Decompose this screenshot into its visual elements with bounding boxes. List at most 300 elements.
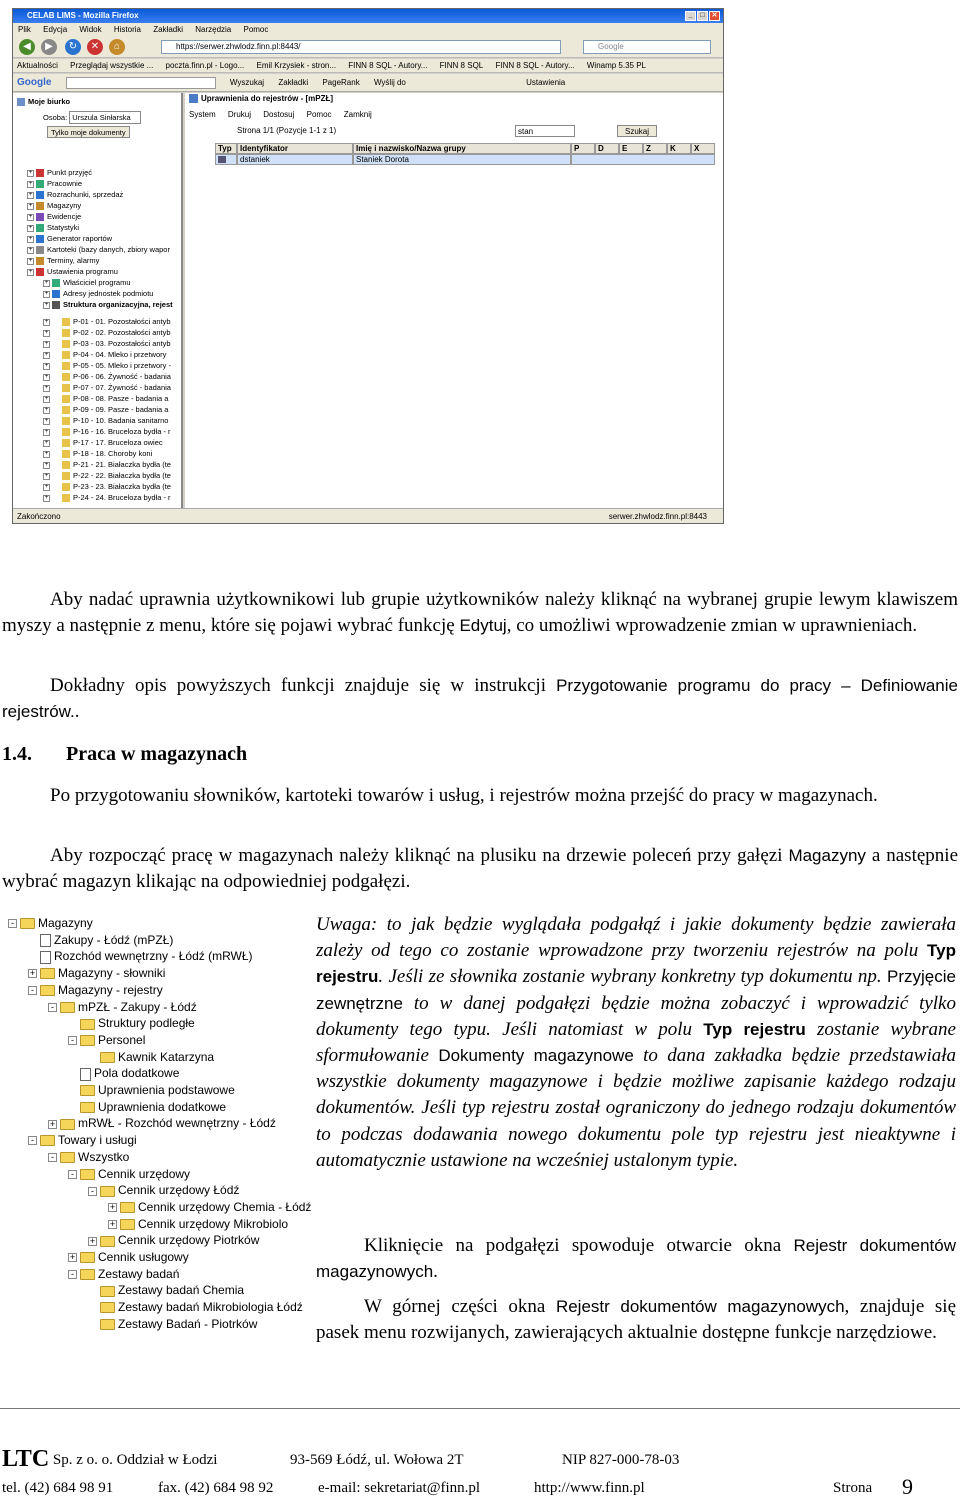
folder-icon — [62, 428, 70, 436]
footer-rule — [0, 1408, 960, 1409]
left-tree-subitem[interactable] — [43, 492, 171, 503]
tree-node-label: Magazyny — [38, 916, 93, 930]
bookmark-item[interactable]: poczta.finn.pl - Logo... — [165, 61, 245, 70]
expand-icon[interactable]: + — [44, 395, 49, 402]
tree-node-label: mRWŁ - Rozchód wewnętrzny - Łódź — [78, 1116, 276, 1131]
left-tree-subitem[interactable] — [43, 470, 171, 481]
left-tree-subitem[interactable] — [43, 481, 171, 492]
col-k[interactable]: K — [667, 143, 691, 154]
expand-icon[interactable]: + — [44, 362, 49, 369]
row-identyfikator[interactable]: dstaniek — [237, 154, 353, 165]
folder-icon — [80, 1102, 95, 1113]
google-search-field[interactable] — [66, 77, 216, 89]
left-tree-item[interactable] — [27, 189, 123, 200]
tree-item-icon — [36, 268, 44, 276]
expand-icon[interactable]: + — [44, 483, 49, 490]
paragraph-1 — [2, 587, 958, 639]
osoba-row — [43, 111, 141, 122]
forward-icon[interactable]: ▶ — [41, 39, 57, 55]
tree-node-label: Cennik urzędowy Chemia - Łódź — [138, 1199, 312, 1214]
note-text: to dana zakładka będzie przedstawiała wszystkie dokumenty magazynowe i będzie możliwe zapisanie każdego rodzaju dokumentów. Jeśli typ rejestru został ograniczony do jednego rodzaju dokumentów to podczas dodawania nowego dokumentu pole typ rejestru jest nieaktywne i automatycznie ustawione na wcześniej ustalonym typie. — [316, 1045, 957, 1171]
menu-pomoc-app[interactable]: Pomoc — [306, 110, 332, 119]
right-search-input[interactable]: stan — [515, 125, 575, 137]
left-tree-subitem-label: P-05 - 05. Mleko i przetwory - — [73, 361, 171, 370]
left-tree-item[interactable] — [27, 233, 112, 244]
note-text: to w danej podgałęzi będzie można zobaczyć i wprowadzić tylko dokumenty tego typu. Jeśli natomiast w polu — [316, 992, 956, 1040]
row-typ-cell[interactable] — [215, 154, 237, 165]
stop-icon[interactable]: ✕ — [87, 39, 103, 55]
window-title: CELAB LIMS - Mozilla Firefox — [27, 11, 139, 20]
document-icon — [80, 1068, 91, 1081]
section-title: Praca w magazynach — [66, 743, 248, 765]
menu-drukuj[interactable]: Drukuj — [227, 110, 252, 119]
menu-narzedzia[interactable]: Narzędzia — [195, 25, 232, 34]
tree-node[interactable] — [28, 948, 253, 964]
folder-icon — [60, 1002, 75, 1013]
col-z[interactable]: Z — [643, 143, 667, 154]
left-tree-subitem[interactable] — [43, 382, 171, 393]
right-window-title — [189, 93, 333, 105]
folder-icon — [100, 1302, 115, 1313]
left-tree-subitem-label: P-22 - 22. Białaczka bydła (te — [73, 471, 171, 480]
moje-biurko[interactable] — [17, 96, 70, 107]
col-e[interactable]: E — [619, 143, 643, 154]
tree-node[interactable] — [68, 1249, 189, 1265]
collapse-icon[interactable]: - — [68, 1036, 77, 1045]
tree-node-label: Rozchód wewnętrzny - Łódź (mRWŁ) — [54, 949, 253, 964]
pager-text: Strona 1/1 (Pozycje 1-1 z 1) — [237, 126, 337, 135]
p6-text-a: W górnej części okna — [364, 1296, 556, 1317]
folder-icon — [40, 968, 55, 979]
menu-system[interactable]: System — [189, 110, 216, 119]
col-p[interactable]: P — [571, 143, 595, 154]
folder-icon — [60, 1119, 75, 1130]
left-tree-item[interactable] — [27, 244, 170, 255]
tree-node[interactable] — [68, 1082, 235, 1098]
collapse-icon[interactable]: - — [28, 1136, 37, 1145]
collapse-icon[interactable]: - — [88, 1187, 97, 1196]
tree-node[interactable] — [28, 932, 173, 948]
expand-icon[interactable]: + — [109, 1218, 116, 1229]
tree-item-icon — [36, 169, 44, 177]
left-tree-subitem-label: P-23 - 23. Białaczka bydła (te — [73, 482, 171, 491]
tree-item-icon — [36, 235, 44, 243]
footer-strona-label: Strona — [833, 1480, 873, 1496]
note-term: Dokumenty magazynowe — [438, 1046, 634, 1066]
footer-company — [2, 1446, 217, 1473]
tree-node[interactable] — [48, 1149, 129, 1165]
tree-node-label: Zestawy badań Chemia — [118, 1283, 245, 1298]
tree-node-label: Cennik urzędowy Mikrobiolo — [138, 1216, 289, 1231]
expand-icon[interactable]: + — [89, 1235, 96, 1246]
note-paragraph — [316, 912, 956, 1174]
tree-node-label: mPZŁ - Zakupy - Łódź — [78, 999, 197, 1014]
left-tree-subitem-label: P-03 - 03. Pozostałości antyb — [73, 339, 171, 348]
expand-icon[interactable]: + — [28, 268, 33, 275]
left-tree-item-label: Struktura organizacyjna, rejest — [63, 300, 173, 309]
tree-node-label: Zestawy badań Mikrobiologia Łódź — [118, 1300, 303, 1315]
left-tree-item[interactable] — [27, 200, 81, 211]
bookmark-item[interactable]: Emil Krzysiek - stron... — [256, 61, 337, 70]
tree-item-icon — [36, 191, 44, 199]
left-tree-subitem-label: P-16 - 16. Bruceloza bydła - r — [73, 427, 171, 436]
collapse-icon[interactable]: - — [48, 1153, 57, 1162]
left-tree-item[interactable] — [43, 299, 173, 310]
left-tree-subitem-label: P-08 - 08. Pasze - badania a — [73, 394, 169, 403]
folder-icon — [62, 439, 70, 447]
left-tree-item[interactable] — [27, 222, 79, 233]
google-pagerank-button[interactable]: PageRank — [322, 78, 360, 87]
note-term: Typ rejestru — [703, 1019, 806, 1039]
expand-icon[interactable]: + — [28, 213, 33, 220]
tree-node-label: Towary i usługi — [58, 1133, 137, 1148]
p5-text-a: Kliknięcie na podgałęzi spowoduje otwarcie okna — [364, 1235, 794, 1256]
left-tree-subitem-label: P-01 - 01. Pozostałości antyb — [73, 317, 171, 326]
tree-node[interactable] — [88, 1316, 257, 1332]
folder-icon — [62, 340, 70, 348]
expand-icon[interactable]: + — [44, 450, 49, 457]
company-logo-text: LTC — [2, 1446, 50, 1472]
expand-icon[interactable]: + — [44, 318, 49, 325]
expand-icon[interactable]: + — [44, 494, 49, 501]
footer-tel: tel. (42) 684 98 91 — [2, 1480, 114, 1496]
tree-node[interactable] — [88, 1232, 259, 1248]
left-tree-item-label: Magazyny — [47, 201, 82, 210]
tree-node-label: Kawnik Katarzyna — [118, 1049, 215, 1064]
left-tree-subitem[interactable] — [43, 316, 171, 327]
footer-email[interactable]: e-mail: sekretariat@finn.pl — [318, 1480, 481, 1496]
paragraph-6 — [316, 1294, 956, 1346]
expand-icon[interactable]: + — [44, 279, 49, 286]
bookmark-item[interactable]: Aktualności — [17, 61, 58, 70]
expand-icon[interactable]: + — [28, 191, 33, 198]
expand-icon[interactable]: + — [44, 290, 49, 297]
tree-node-label: Magazyny - słowniki — [58, 966, 166, 981]
folder-icon — [100, 1286, 115, 1297]
left-tree-subitem[interactable] — [43, 437, 163, 448]
expand-icon[interactable]: + — [49, 1118, 56, 1129]
google-bookmarks-button[interactable]: Zakładki — [278, 78, 309, 87]
expand-icon[interactable]: + — [28, 180, 33, 187]
bookmark-item[interactable]: Winamp 5.35 PL — [586, 61, 646, 70]
expand-icon[interactable]: + — [109, 1202, 116, 1213]
browser-screenshot — [12, 8, 724, 524]
folder-icon — [62, 384, 70, 392]
left-tree-subitem[interactable] — [43, 393, 168, 404]
p5-text-c: . — [433, 1261, 438, 1282]
left-tree-item-label: Generator raportów — [47, 234, 113, 243]
left-tree-subitem[interactable] — [43, 448, 152, 459]
page-number: 9 — [902, 1474, 913, 1499]
footer-nip: NIP 827-000-78-03 — [562, 1452, 680, 1468]
right-search-button[interactable]: Szukaj — [617, 125, 657, 137]
expand-icon[interactable]: + — [69, 1252, 76, 1263]
folder-icon — [20, 918, 35, 929]
tree-node[interactable] — [8, 915, 93, 931]
left-tree-subitem[interactable] — [43, 338, 171, 349]
expand-icon[interactable]: + — [28, 246, 33, 253]
google-logo: Google — [17, 77, 52, 88]
browser-statusbar — [13, 508, 723, 523]
left-tree-subitem[interactable] — [43, 426, 171, 437]
google-toolbar — [13, 74, 723, 92]
google-send-button[interactable]: Wyślij do — [373, 78, 406, 87]
folder-icon — [40, 985, 55, 996]
section-heading — [2, 743, 247, 766]
left-tree-subitem[interactable] — [43, 327, 171, 338]
menu-historia[interactable]: Historia — [113, 25, 141, 34]
tree-node[interactable] — [28, 982, 163, 998]
tree-node[interactable] — [108, 1216, 288, 1232]
folder-icon — [62, 318, 70, 326]
left-tree-item[interactable] — [43, 288, 153, 299]
folder-icon — [100, 1052, 115, 1063]
folder-icon — [80, 1269, 95, 1280]
expand-icon[interactable]: + — [44, 373, 49, 380]
left-tree-subitem[interactable] — [43, 459, 171, 470]
p2-text-c: . — [74, 701, 80, 722]
folder-icon — [62, 362, 70, 370]
folder-icon — [62, 472, 70, 480]
tree-item-icon — [36, 257, 44, 265]
moje-biurko-label: Moje biurko — [28, 97, 71, 106]
p3-text: Po przygotowaniu słowników, kartoteki towarów i usług, i rejestrów można przejść do pracy w magazynach. — [50, 785, 878, 806]
left-tree-item[interactable] — [27, 211, 81, 222]
tree-node[interactable] — [68, 1166, 190, 1182]
expand-icon[interactable]: + — [44, 329, 49, 336]
note-text: . Jeśli ze słownika zostanie wybrany konkretny typ dokumentu np. — [378, 966, 888, 988]
row-nazwa[interactable]: Staniek Dorota — [353, 154, 571, 165]
close-icon[interactable]: ✕ — [709, 11, 720, 21]
section-number: 1.4. — [2, 743, 32, 765]
p2-instruction-title: Przygotowanie programu do pracy – Definiowanie rejestrów. — [2, 676, 958, 721]
left-tree-item-label: Rozrachunki, sprzedaż — [47, 190, 124, 199]
folder-icon — [100, 1236, 115, 1247]
tree-node[interactable] — [68, 1065, 179, 1081]
note-term: Przyjęcie zewnętrzne — [316, 967, 956, 1013]
left-tree-item[interactable] — [27, 167, 92, 178]
collapse-icon[interactable]: - — [48, 1003, 57, 1012]
bookmark-item[interactable]: FINN 8 SQL - Autory... — [495, 61, 575, 70]
menu-edycja[interactable]: Edycja — [43, 25, 68, 34]
collapse-icon[interactable]: - — [68, 1270, 77, 1279]
row-permissions[interactable] — [571, 154, 715, 165]
tree-node-label: Personel — [98, 1032, 146, 1047]
left-tree-item[interactable] — [27, 266, 118, 277]
tree-node[interactable] — [88, 1282, 244, 1298]
expand-icon[interactable]: + — [44, 340, 49, 347]
home-icon[interactable]: ⌂ — [109, 39, 125, 55]
folder-icon — [80, 1085, 95, 1096]
tree-node[interactable] — [48, 999, 197, 1015]
col-x[interactable]: X — [691, 143, 715, 154]
reload-icon[interactable]: ↻ — [65, 39, 81, 55]
p1-text-a: Aby nadać uprawnia użytkownikowi lub grupie użytkowników należy kliknąć na wybranej grupie lewym klawiszem myszy a następnie z menu, które się pojawi wybrać funkcję — [2, 589, 958, 636]
left-tree-item-label: Adresy jednostek podmiotu — [63, 289, 154, 298]
tree-node[interactable] — [68, 1266, 179, 1282]
left-tree-subitem-label: P-07 - 07. Żywność - badania — [73, 383, 171, 392]
tree-node[interactable] — [48, 1115, 276, 1131]
expand-icon[interactable]: + — [44, 472, 49, 479]
window-icon — [189, 94, 198, 103]
left-tree-subitem[interactable] — [43, 404, 168, 415]
left-tree-item-label: Ustawienia programu — [47, 267, 118, 276]
folder-icon — [62, 494, 70, 502]
tree-node[interactable] — [88, 1299, 303, 1315]
expand-icon[interactable]: + — [44, 461, 49, 468]
user-icon — [218, 156, 226, 163]
expand-icon[interactable]: + — [44, 384, 49, 391]
left-tree-subitem[interactable] — [43, 349, 166, 360]
google-search-button[interactable]: Wyszukaj — [229, 78, 265, 87]
left-tree-item[interactable] — [27, 178, 82, 189]
expand-icon[interactable]: + — [44, 406, 49, 413]
tree-node-label: Cennik urzędowy — [98, 1166, 191, 1181]
left-tree-subitem-label: P-09 - 09. Pasze - badania a — [73, 405, 169, 414]
google-settings-button[interactable]: Ustawienia — [526, 78, 566, 87]
bookmark-item[interactable]: FINN 8 SQL — [439, 61, 484, 70]
status-left: Zakończono — [17, 512, 61, 521]
right-window-title-text: Uprawnienia do rejestrów - [mPZŁ] — [201, 94, 334, 103]
osoba-select[interactable]: Urszula Sinłarska — [69, 111, 141, 124]
left-tree-item[interactable] — [43, 277, 131, 288]
app-left-pane — [13, 93, 183, 508]
tree-item-icon — [52, 279, 60, 287]
search-input[interactable]: Google — [583, 40, 711, 54]
tree-node-label: Pola dodatkowe — [94, 1066, 180, 1081]
p4-text-a: Aby rozpocząć pracę w magazynach należy kliknąć na plusiku na drzewie poleceń przy gałęzi — [50, 845, 789, 866]
menu-pomoc[interactable]: Pomoc — [243, 25, 269, 34]
menu-dostosuj[interactable]: Dostosuj — [263, 110, 295, 119]
note-text: zostanie wybrane sformułowanie — [316, 1018, 956, 1067]
left-tree-item[interactable] — [27, 255, 99, 266]
bookmarks-bar — [13, 59, 723, 73]
expand-icon[interactable]: + — [44, 417, 49, 424]
osoba-label: Osoba: — [43, 113, 68, 122]
tree-item-icon — [52, 301, 60, 309]
left-tree-item-label: Punkt przyjęć — [47, 168, 93, 177]
col-nazwa[interactable]: Imię i nazwisko/Nazwa grupy — [353, 143, 571, 154]
expand-icon[interactable]: + — [44, 351, 49, 358]
footer-www[interactable]: http://www.finn.pl — [534, 1480, 645, 1496]
col-d[interactable]: D — [595, 143, 619, 154]
maximize-icon[interactable]: □ — [697, 11, 708, 21]
left-tree-subitem-label: P-10 - 10. Badania sanitarno — [73, 416, 169, 425]
collapse-icon[interactable]: - — [68, 1170, 77, 1179]
status-right: serwer.zhwlodz.finn.pl:8443 — [608, 512, 707, 521]
tree-item-icon — [36, 224, 44, 232]
company-branch: Sp. z o. o. Oddział w Łodzi — [52, 1452, 218, 1468]
tree-node-label: Magazyny - rejestry — [58, 982, 163, 997]
left-tree-subitem[interactable] — [43, 371, 171, 382]
tree-node-label: Cennik urzędowy Łódź — [118, 1183, 240, 1198]
collapse-icon[interactable]: - — [28, 986, 37, 995]
tree-node[interactable] — [68, 1032, 145, 1048]
expand-icon[interactable]: + — [29, 968, 36, 979]
paragraph-2 — [2, 673, 958, 725]
bookmark-item[interactable]: Przeglądaj wszystkie ... — [70, 61, 154, 70]
menu-zamknij[interactable]: Zamknij — [343, 110, 372, 119]
left-tree-item-label: Terminy, alarmy — [47, 256, 100, 265]
left-tree-subitem-label: P-17 - 17. Bruceloza owiec — [73, 438, 163, 447]
p2-text-a: Dokładny opis powyższych funkcji znajduje się w instrukcji — [50, 675, 557, 696]
expand-icon[interactable]: + — [28, 235, 33, 242]
tree-item-icon — [36, 180, 44, 188]
folder-icon — [62, 373, 70, 381]
paragraph-4 — [2, 843, 958, 895]
tree-node[interactable] — [88, 1049, 214, 1065]
folder-icon — [120, 1202, 135, 1213]
expand-icon[interactable]: + — [44, 301, 49, 308]
note-term: Typ rejestru — [316, 941, 956, 987]
tree-node[interactable] — [68, 1015, 195, 1031]
note-text: Uwaga: to jak będzie wyglądała podgałąź i jakie dokumenty będzie zawierała zależy od tego co zostanie wprowadzone przy tworzeniu rejestrów na polu — [316, 914, 956, 962]
tree-node[interactable] — [28, 965, 165, 981]
expand-icon[interactable]: + — [28, 169, 33, 176]
left-tree-subitem[interactable] — [43, 415, 168, 426]
back-icon[interactable]: ◀ — [19, 39, 35, 55]
tree-screenshot — [4, 913, 312, 1333]
left-tree-item-label: Właściciel programu — [63, 278, 131, 287]
folder-icon — [120, 1219, 135, 1230]
tree-node[interactable] — [108, 1199, 311, 1215]
menu-plik[interactable]: Plik — [18, 25, 31, 34]
expand-icon[interactable]: + — [28, 202, 33, 209]
folder-icon — [80, 1035, 95, 1046]
tree-node-label: Cennik urzędowy Piotrków — [118, 1233, 260, 1248]
folder-icon — [80, 1252, 95, 1263]
left-tree-subitem-label: P-02 - 02. Pozostałości antyb — [73, 328, 171, 337]
minimize-icon[interactable]: _ — [685, 11, 696, 21]
left-tree-subitem[interactable] — [43, 360, 171, 371]
expand-icon[interactable]: + — [28, 257, 33, 264]
app-right-pane — [185, 93, 723, 508]
col-identyfikator[interactable]: Identyfikator — [237, 143, 353, 154]
browser-titlebar — [13, 9, 723, 23]
folder-icon — [100, 1319, 115, 1330]
document-icon — [40, 951, 51, 964]
p6-window-name: Rejestr dokumentów magazynowych — [555, 1297, 845, 1316]
collapse-icon[interactable]: - — [8, 919, 17, 928]
tree-node-label: Zestawy badań — [98, 1266, 180, 1281]
p4-term-magazyny: Magazyny — [788, 846, 866, 865]
menu-widok[interactable]: Widok — [79, 25, 102, 34]
folder-icon — [60, 1152, 75, 1163]
menu-zakladki[interactable]: Zakładki — [153, 25, 183, 34]
expand-icon[interactable]: + — [44, 428, 49, 435]
desk-icon — [17, 98, 25, 106]
browser-menubar — [13, 23, 723, 36]
col-typ[interactable]: Typ — [215, 143, 237, 154]
tree-node[interactable] — [28, 1132, 137, 1148]
tree-node[interactable] — [88, 1182, 239, 1198]
tree-node[interactable] — [68, 1099, 226, 1115]
left-tree-item-label: Statystyki — [47, 223, 80, 232]
tree-node-label: Zakupy - Łódź (mPZŁ) — [54, 932, 174, 947]
tree-node-label: Struktury podległe — [98, 1016, 195, 1031]
tree-node-label: Uprawnienia podstawowe — [98, 1083, 235, 1097]
bookmark-item[interactable]: FINN 8 SQL - Autory... — [348, 61, 428, 70]
folder-icon — [62, 351, 70, 359]
tylko-moje-button[interactable]: Tylko moje dokumenty — [47, 126, 130, 138]
expand-icon[interactable]: + — [28, 224, 33, 231]
url-input[interactable]: https://serwer.zhwlodz.finn.pl:8443/ — [161, 40, 561, 54]
folder-icon — [62, 417, 70, 425]
p1-term-edytuj: Edytuj — [459, 616, 507, 635]
folder-icon — [40, 1135, 55, 1146]
folder-icon — [62, 450, 70, 458]
expand-icon[interactable]: + — [44, 439, 49, 446]
